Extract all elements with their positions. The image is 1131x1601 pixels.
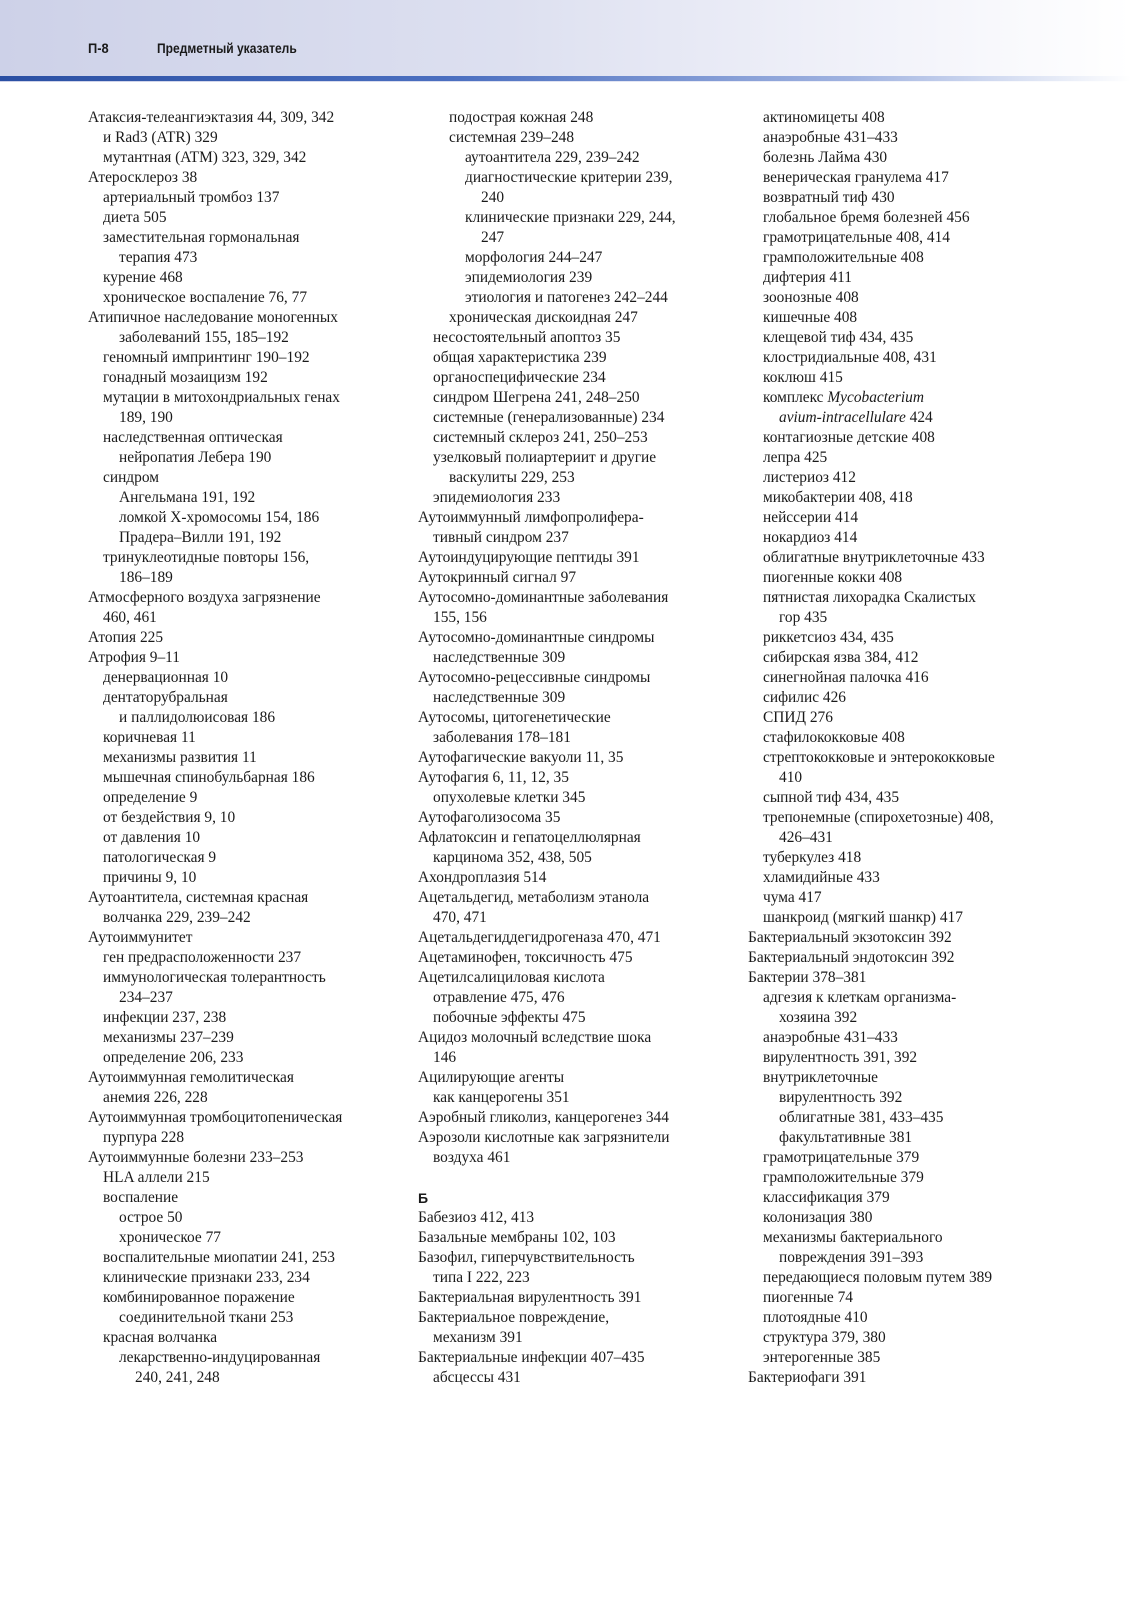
index-entry: Атмосферного воздуха загрязнение: [88, 589, 321, 606]
index-entry: наследственная оптическая: [103, 429, 283, 446]
index-entry: общая характеристика 239: [433, 349, 607, 366]
index-entry: хроническое воспаление 76, 77: [103, 289, 308, 306]
index-entry-italic: Mycobacterium: [827, 389, 924, 406]
index-entry: Ацетальдегиддегидрогеназа 470, 471: [418, 929, 661, 946]
index-entry: энтерогенные 385: [763, 1349, 881, 1366]
index-entry: эпидемиология 233: [433, 489, 561, 506]
index-entry: стафилококковые 408: [763, 729, 905, 746]
index-entry: клостридиальные 408, 431: [763, 349, 937, 366]
index-entry: геномный импринтинг 190–192: [103, 349, 310, 366]
index-entry: Ацетаминофен, токсичность 475: [418, 949, 633, 966]
index-entry: как канцерогены 351: [433, 1089, 570, 1106]
index-column-middle: [418, 108, 738, 1388]
index-entry: Аутосомно-доминантные заболевания: [418, 589, 669, 606]
index-entry: туберкулез 418: [763, 849, 862, 866]
index-entry: воспалительные миопатии 241, 253: [103, 1249, 335, 1266]
index-entry: Бактерии 378–381: [748, 969, 867, 986]
index-entry: острое 50: [119, 1209, 183, 1226]
index-entry: клинические признаки 229, 244,: [465, 209, 676, 226]
index-entry: побочные эффекты 475: [433, 1009, 586, 1026]
index-entry: Бактериальные инфекции 407–435: [418, 1349, 645, 1366]
index-entry: наследственные 309: [433, 689, 566, 706]
index-entry: стрептококковые и энтерококковые: [763, 749, 995, 766]
index-entry: 146: [433, 1049, 457, 1066]
index-entry: дентаторубральная: [103, 689, 228, 706]
index-entry: синдром: [103, 469, 159, 486]
index-entry: структура 379, 380: [763, 1329, 886, 1346]
index-entry: тринуклеотидные повторы 156,: [103, 549, 310, 566]
index-entry: коклюш 415: [763, 369, 843, 386]
index-entry: сибирская язва 384, 412: [763, 649, 919, 666]
index-entry: васкулиты 229, 253: [449, 469, 575, 486]
index-entry: анаэробные 431–433: [763, 1029, 898, 1046]
index-entry: 410: [779, 769, 803, 786]
index-entry: шанкроид (мягкий шанкр) 417: [763, 909, 963, 926]
index-entry: листериоз 412: [763, 469, 856, 486]
index-entry: Атипичное наследование моногенных: [88, 309, 338, 326]
index-entry: клинические признаки 233, 234: [103, 1269, 310, 1286]
index-entry: 240, 241, 248: [135, 1369, 220, 1386]
index-entry: синегнойная палочка 416: [763, 669, 929, 686]
index-entry: курение 468: [103, 269, 183, 286]
index-entry: системный склероз 241, 250–253: [433, 429, 648, 446]
index-entry: комплекс Mycobacterium: [763, 389, 924, 406]
index-entry: 460, 461: [103, 609, 157, 626]
index-entry: классификация 379: [763, 1189, 890, 1206]
index-entry: гонадный мозаицизм 192: [103, 369, 268, 386]
section-letter-b: Б: [418, 1190, 429, 1206]
index-entry: ген предрасположенности 237: [103, 949, 302, 966]
index-entry: пиогенные кокки 408: [763, 569, 903, 586]
index-entry: хроническая дискоидная 247: [449, 309, 638, 326]
index-entry: Ацетальдегид, метаболизм этанола: [418, 889, 650, 906]
index-entry: Прадера–Вилли 191, 192: [119, 529, 282, 546]
index-entry: Афлатоксин и гепатоцеллюлярная: [418, 829, 641, 846]
index-entry: 186–189: [119, 569, 173, 586]
index-entry: мутации в митохондриальных генах: [103, 389, 340, 406]
index-entry: системная 239–248: [449, 129, 575, 146]
index-entry: внутриклеточные: [763, 1069, 879, 1086]
index-entry: узелковый полиартериит и другие: [433, 449, 657, 466]
index-entry: денервационная 10: [103, 669, 229, 686]
page-title: Предметный указатель: [157, 40, 297, 56]
index-entry: 470, 471: [433, 909, 487, 926]
index-entry: комбинированное поражение: [103, 1289, 295, 1306]
index-entry: Бактериофаги 391: [748, 1369, 867, 1386]
index-entry: этиология и патогенез 242–244: [465, 289, 668, 306]
index-entry: передающиеся половым путем 389: [763, 1269, 993, 1286]
index-entry: опухолевые клетки 345: [433, 789, 586, 806]
index-entry: и паллидолюисовая 186: [119, 709, 276, 726]
index-entry: хозяина 392: [779, 1009, 858, 1026]
index-entry: сыпной тиф 434, 435: [763, 789, 900, 806]
index-entry: от бездействия 9, 10: [103, 809, 236, 826]
index-entry: тивный синдром 237: [433, 529, 569, 546]
index-entry: диагностические критерии 239,: [465, 169, 673, 186]
index-entry: микобактерии 408, 418: [763, 489, 913, 506]
index-entry: несостоятельный апоптоз 35: [433, 329, 621, 346]
index-entry: карцинома 352, 438, 505: [433, 849, 592, 866]
index-entry: грамположительные 408: [763, 249, 924, 266]
index-entry: Аутосомно-доминантные синдромы: [418, 629, 655, 646]
index-entry: 240: [481, 189, 505, 206]
index-entry: Аутокринный сигнал 97: [418, 569, 577, 586]
index-entry: возвратный тиф 430: [763, 189, 895, 206]
index-entry: отравление 475, 476: [433, 989, 565, 1006]
index-entry: диета 505: [103, 209, 167, 226]
index-entry: терапия 473: [119, 249, 198, 266]
index-entry: пиогенные 74: [763, 1289, 853, 1306]
index-entry: заболевания 178–181: [433, 729, 571, 746]
index-entry: грамположительные 379: [763, 1169, 924, 1186]
index-entry: сифилис 426: [763, 689, 846, 706]
index-entry: HLA аллели 215: [103, 1169, 210, 1186]
index-entry: инфекции 237, 238: [103, 1009, 227, 1026]
index-column-left: [88, 108, 408, 1388]
index-entry: Бактериальное повреждение,: [418, 1309, 610, 1326]
index-entry: Базофил, гиперчувствительность: [418, 1249, 635, 1266]
index-entry: нокардиоз 414: [763, 529, 858, 546]
index-entry: гор 435: [779, 609, 828, 626]
index-entry: подострая кожная 248: [449, 109, 594, 126]
index-entry: Бактериальный эндотоксин 392: [748, 949, 955, 966]
index-entry: Аэробный гликолиз, канцерогенез 344: [418, 1109, 669, 1126]
index-entry: Аутофагические вакуоли 11, 35: [418, 749, 624, 766]
index-entry: Аутоиндуцирующие пептиды 391: [418, 549, 640, 566]
index-entry: синдром Шегрена 241, 248–250: [433, 389, 640, 406]
index-entry: Атрофия 9–11: [88, 649, 180, 666]
index-entry: 234–237: [119, 989, 173, 1006]
index-entry: Аутосомы, цитогенетические: [418, 709, 611, 726]
index-entry: глобальное бремя болезней 456: [763, 209, 970, 226]
index-entry: Аутоиммунный лимфопролифера-: [418, 509, 644, 526]
index-entry: Бактериальная вирулентность 391: [418, 1289, 642, 1306]
index-entry: Аутоантитела, системная красная: [88, 889, 309, 906]
index-entry: системные (генерализованные) 234: [433, 409, 665, 426]
index-entry: хроническое 77: [119, 1229, 221, 1246]
index-entry: кишечные 408: [763, 309, 858, 326]
index-entry: Аутоиммунная тромбоцитопеническая: [88, 1109, 343, 1126]
index-entry: Бабезиоз 412, 413: [418, 1209, 535, 1226]
index-entry: абсцессы 431: [433, 1369, 521, 1386]
index-entry: анаэробные 431–433: [763, 129, 898, 146]
index-entry: механизм 391: [433, 1329, 523, 1346]
index-entry: мутантная (ATM) 323, 329, 342: [103, 149, 307, 166]
index-entry: красная волчанка: [103, 1329, 218, 1346]
index-entry: грамотрицательные 379: [763, 1149, 920, 1166]
index-entry: органоспецифические 234: [433, 369, 606, 386]
index-entry: волчанка 229, 239–242: [103, 909, 251, 926]
index-entry: Ахондроплазия 514: [418, 869, 547, 886]
index-entry: Аутофагия 6, 11, 12, 35: [418, 769, 569, 786]
index-entry-italic: avium-intracellulare: [779, 409, 906, 426]
index-entry: облигатные внутриклеточные 433: [763, 549, 985, 566]
index-entry: облигатные 381, 433–435: [779, 1109, 944, 1126]
index-entry: иммунологическая толерантность: [103, 969, 326, 986]
index-entry: эпидемиология 239: [465, 269, 593, 286]
index-entry: лепра 425: [763, 449, 828, 466]
index-entry: пятнистая лихорадка Скалистых: [763, 589, 977, 606]
index-entry: вирулентность 391, 392: [763, 1049, 918, 1066]
index-entry: Аэрозоли кислотные как загрязнители: [418, 1129, 670, 1146]
index-entry: плотоядные 410: [763, 1309, 868, 1326]
index-entry: лекарственно-индуцированная: [119, 1349, 321, 1366]
index-entry: типа I 222, 223: [433, 1269, 530, 1286]
index-entry: пурпура 228: [103, 1129, 185, 1146]
index-entry: факультативные 381: [779, 1129, 913, 1146]
index-entry: анемия 226, 228: [103, 1089, 208, 1106]
index-entry: клещевой тиф 434, 435: [763, 329, 914, 346]
index-entry: Ацидоз молочный вследствие шока: [418, 1029, 652, 1046]
index-entry: аутоантитела 229, 239–242: [465, 149, 640, 166]
index-entry: 155, 156: [433, 609, 487, 626]
index-entry: 247: [481, 229, 505, 246]
index-entry: причины 9, 10: [103, 869, 197, 886]
index-entry: соединительной ткани 253: [119, 1309, 294, 1326]
index-entry: СПИД 276: [763, 709, 833, 726]
index-entry: зоонозные 408: [763, 289, 859, 306]
index-entry: Аутофаголизосома 35: [418, 809, 561, 826]
index-entry: 426–431: [779, 829, 833, 846]
index-entry: Ацилирующие агенты: [418, 1069, 565, 1086]
index-column-right: [748, 108, 1068, 1388]
index-entry: от давления 10: [103, 829, 201, 846]
index-entry: определение 9: [103, 789, 198, 806]
index-entry: Базальные мембраны 102, 103: [418, 1229, 616, 1246]
index-entry: коричневая 11: [103, 729, 196, 746]
index-entry: повреждения 391–393: [779, 1249, 924, 1266]
index-entry: Аутоиммунные болезни 233–253: [88, 1149, 304, 1166]
index-entry: вирулентность 392: [779, 1089, 903, 1106]
index-entry: определение 206, 233: [103, 1049, 244, 1066]
index-entry: грамотрицательные 408, 414: [763, 229, 950, 246]
index-entry: актиномицеты 408: [763, 109, 885, 126]
index-group-b: [418, 1208, 738, 1388]
index-entry: воздуха 461: [433, 1149, 511, 1166]
index-entry: заболеваний 155, 185–192: [119, 329, 289, 346]
index-entry: Ангельмана 191, 192: [119, 489, 256, 506]
index-entry: механизмы бактериального: [763, 1229, 943, 1246]
index-entry: Бактериальный экзотоксин 392: [748, 929, 952, 946]
index-entry: мышечная спинобульбарная 186: [103, 769, 315, 786]
index-entry: механизмы 237–239: [103, 1029, 234, 1046]
index-entry: трепонемные (спирохетозные) 408,: [763, 809, 994, 826]
index-entry: Атеросклероз 38: [88, 169, 198, 186]
page-number: П-8: [88, 40, 109, 56]
index-entry: Аутоиммунитет: [88, 929, 193, 946]
index-entry: нейропатия Лебера 190: [119, 449, 272, 466]
index-entry: чума 417: [763, 889, 822, 906]
index-entry: механизмы развития 11: [103, 749, 257, 766]
index-entry: адгезия к клеткам организма-: [763, 989, 957, 1006]
header-rule: [0, 76, 1131, 81]
index-entry: ломкой Х-хромосомы 154, 186: [119, 509, 320, 526]
index-entry: воспаление: [103, 1189, 179, 1206]
index-entry: Атопия 225: [88, 629, 164, 646]
index-entry: морфология 244–247: [465, 249, 603, 266]
index-entry: и Rad3 (ATR) 329: [103, 129, 218, 146]
index-entry: Ацетилсалициловая кислота: [418, 969, 605, 986]
index-entry: заместительная гормональная: [103, 229, 300, 246]
index-entry: нейссерии 414: [763, 509, 859, 526]
index-entry: Аутосомно-рецессивные синдромы: [418, 669, 651, 686]
index-entry: Атаксия-телеангиэктазия 44, 309, 342: [88, 109, 335, 126]
index-entry: контагиозные детские 408: [763, 429, 935, 446]
index-entry: Аутоиммунная гемолитическая: [88, 1069, 294, 1086]
index-entry: патологическая 9: [103, 849, 217, 866]
index-entry: 189, 190: [119, 409, 173, 426]
index-entry: артериальный тромбоз 137: [103, 189, 280, 206]
index-entry: avium-intracellulare 424: [779, 409, 933, 426]
index-entry: колонизация 380: [763, 1209, 873, 1226]
index-entry: дифтерия 411: [763, 269, 852, 286]
index-entry: хламидийные 433: [763, 869, 880, 886]
index-group-a-continued: [418, 108, 738, 1168]
index-entry: венерическая гранулема 417: [763, 169, 949, 186]
index-entry: болезнь Лайма 430: [763, 149, 888, 166]
index-entry: риккетсиоз 434, 435: [763, 629, 894, 646]
index-entry: наследственные 309: [433, 649, 566, 666]
